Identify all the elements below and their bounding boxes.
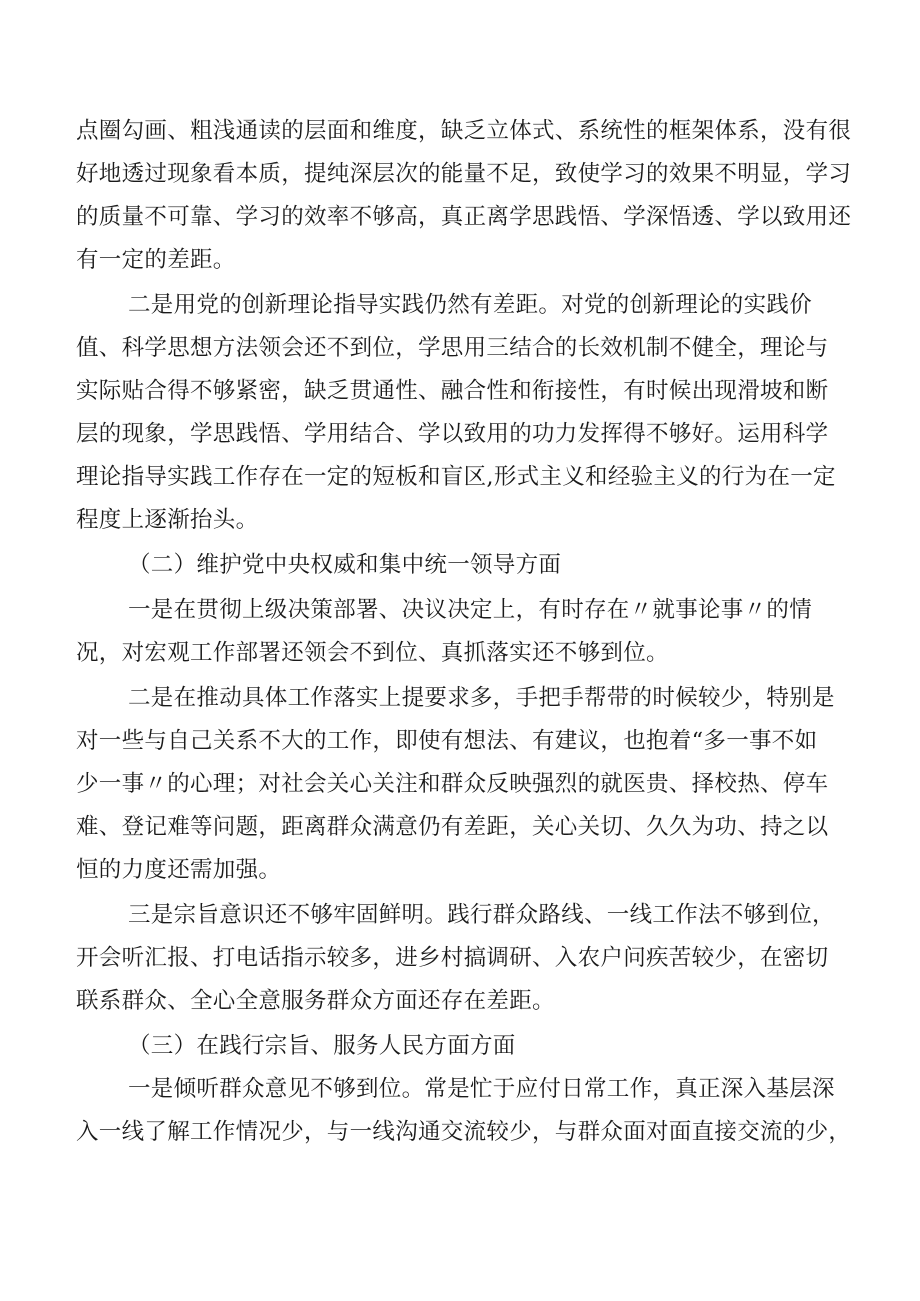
body-text-line: 实际贴合得不够紧密，缺乏贯通性、融合性和衔接性，有时候出现滑坡和断 bbox=[76, 378, 829, 404]
body-text-line: 一是在贯彻上级决策部署、决议决定上，有时存在〃就事论事〃的情 bbox=[128, 597, 813, 623]
body-text-line: 难、登记难等问题，距离群众满意仍有差距，关心关切、久久为功、持之以 bbox=[76, 814, 829, 840]
body-text-line: 程度上逐渐抬头。 bbox=[76, 507, 259, 533]
body-text-line: 点圈勾画、粗浅通读的层面和维度，缺乏立体式、系统性的框架体系，没有很 bbox=[76, 118, 852, 144]
body-text-line: 对一些与自己关系不大的工作，即使有想法、有建议，也抱着“多一事不如 bbox=[76, 728, 818, 754]
body-text-line: 况，对宏观工作部署还领会不到位、真抓落实还不够到位。 bbox=[76, 640, 669, 666]
section-heading: （三）在践行宗旨、服务人民方面方面 bbox=[128, 1033, 516, 1059]
body-text-line: 层的现象，学思践悟、学用结合、学以致用的功力发挥得不够好。运用科学 bbox=[76, 421, 829, 447]
body-text-line: 联系群众、全心全意服务群众方面还存在差距。 bbox=[76, 988, 555, 1014]
body-text-line: 少一事〃的心理；对社会关心关注和群众反映强烈的就医贵、择校热、停车 bbox=[76, 771, 829, 797]
body-text-line: 有一定的差距。 bbox=[76, 247, 236, 273]
body-text-line: 三是宗旨意识还不够牢固鲜明。践行群众路线、一线工作法不够到位， bbox=[128, 902, 835, 928]
body-text-line: 理论指导实践工作存在一定的短板和盲区,形式主义和经验主义的行为在一定 bbox=[76, 464, 836, 490]
body-text-line: 的质量不可靠、学习的效率不够高，真正离学思践悟、学深悟透、学以致用还 bbox=[76, 204, 852, 230]
body-text-line: 开会听汇报、打电话指示较多，进乡村搞调研、入农户问疾苦较少，在密切 bbox=[76, 945, 829, 971]
body-text-line: 二是在推动具体工作落实上提要求多，手把手帮带的时候较少，特别是 bbox=[128, 685, 835, 711]
body-text-line: 值、科学思想方法领会还不到位，学思用三结合的长效机制不健全，理论与 bbox=[76, 335, 829, 361]
body-text-line: 好地透过现象看本质，提纯深层次的能量不足，致使学习的效果不明显，学习 bbox=[76, 161, 852, 187]
body-text-line: 恒的力度还需加强。 bbox=[76, 857, 282, 883]
body-text-line: 一是倾听群众意见不够到位。常是忙于应付日常工作，真正深入基层深 bbox=[128, 1076, 835, 1102]
body-text-line: 二是用党的创新理论指导实践仍然有差距。对党的创新理论的实践价 bbox=[128, 292, 813, 318]
section-heading: （二）维护党中央权威和集中统一领导方面 bbox=[128, 552, 562, 578]
body-text-line: 入一线了解工作情况少，与一线沟通交流较少，与群众面对面直接交流的少， bbox=[76, 1119, 852, 1145]
